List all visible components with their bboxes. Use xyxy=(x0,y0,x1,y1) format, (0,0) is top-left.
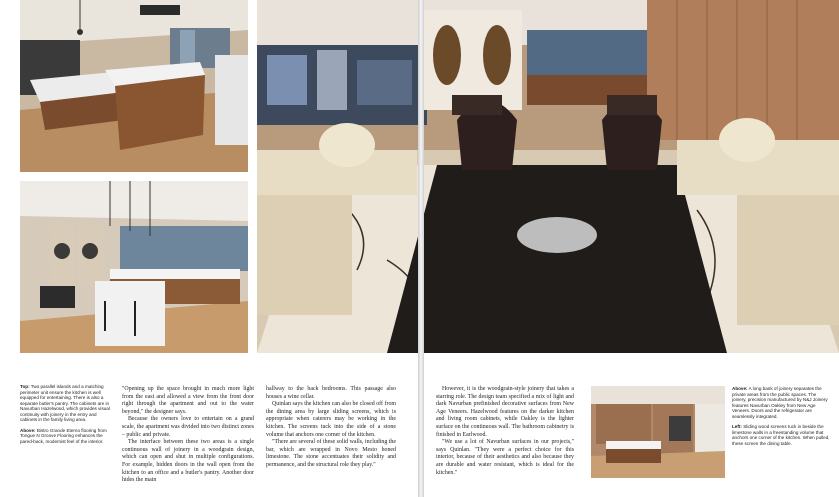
caption-top xyxy=(20,384,112,423)
caption-right-left-text: Sliding wood screens tuck in beside the limestone walls in a freestanding volume that anchors one corner of the kitchen. When pulled, these screen the dining table. xyxy=(732,424,830,446)
article-column-3 xyxy=(436,386,574,477)
caption-above xyxy=(20,428,112,445)
caption-above-text: Bistro Grande Eterno flooring from Tongue N Groove Flooring enhances the pared-back, modernist feel of the interior. xyxy=(20,427,107,444)
caption-top-lead: Top: xyxy=(20,384,30,389)
caption-right-left xyxy=(732,424,830,446)
article-column-1 xyxy=(122,386,254,485)
article-paragraph: The interface between these two areas is a single continuous wall of joinery in a woodgrain design, which can open and shut in multiple configurations. For example, hidden doors in the wall open from the kitchen to an office and a butler's pantry. Another door hides the main xyxy=(122,439,254,484)
caption-above-lead: Above: xyxy=(20,427,36,433)
page-gutter xyxy=(418,0,424,497)
kitchen-photo-bottom xyxy=(20,181,248,353)
article-paragraph: Because the owners love to entertain on a grand scale, the apartment was divided into two distinct zones – public and private. xyxy=(122,416,254,438)
left-captions xyxy=(20,384,112,449)
joinery-photo xyxy=(591,386,725,478)
article-column-2 xyxy=(266,386,396,470)
caption-top-text: Two parallel islands and a matching perimeter unit ensure the kitchen is well equipped for entertaining. There is also a separate butler's pantry. The cabinets are in Navurban Hazelwood, which provides visual continuity with joinery in the entry and cabinets in the family living area. xyxy=(20,384,110,422)
right-captions xyxy=(732,386,830,451)
living-room-photo xyxy=(257,0,839,353)
article-paragraph: However, it is the woodgrain-style joinery that takes a starring role. The design team specified a mix of light and dark Navurban prefinished decorative surfaces from New Age Veneers. Hazelwood features on the darker kitchen and living room cabinets, while Oakley is the lighter surface on the continuous wall. The bathroom cabinetry is finished in Earlwood. xyxy=(436,386,574,438)
kitchen-photo-top xyxy=(20,0,248,172)
caption-right-above-text: A long bank of joinery separates the private areas from the public spaces. The joinery, precision manufactured by N&J Joinery features Navurban Oakley from New Age Veneers. Doors and the refrigerator are seamlessly integrated. xyxy=(732,386,828,419)
article-paragraph: Quinlan says the kitchen can also be closed off from the dining area by large sliding screens, which is appropriate when caterers may be working in the kitchen. The screens tuck into the side of a stone volume that anchors one corner of the kitchen. xyxy=(266,401,396,438)
caption-right-left-lead: Left: xyxy=(732,424,742,429)
article-paragraph: "We use a lot of Navurban surfaces in our projects," says Quinlan. "They were a perfect choice for this interior, because of their aesthetics and also because they are durable and water resistant, which is ideal for the kitchen." xyxy=(436,439,574,476)
article-paragraph: "There are several of these solid walls, including the bar, which are wrapped in Novo Mesto honed limestone. The stone accentuates their solidity and permanence, and the structural role they play." xyxy=(266,439,396,468)
article-paragraph: hallway to the back bedrooms. This passage also houses a wine cellar. xyxy=(266,386,396,400)
caption-right-above xyxy=(732,386,830,419)
caption-right-above-lead: Above: xyxy=(732,386,748,391)
article-paragraph: "Opening up the space brought in much more light from the east and allowed a view from the front door right through the apartment and out to the water beyond," the designer says. xyxy=(122,386,254,415)
